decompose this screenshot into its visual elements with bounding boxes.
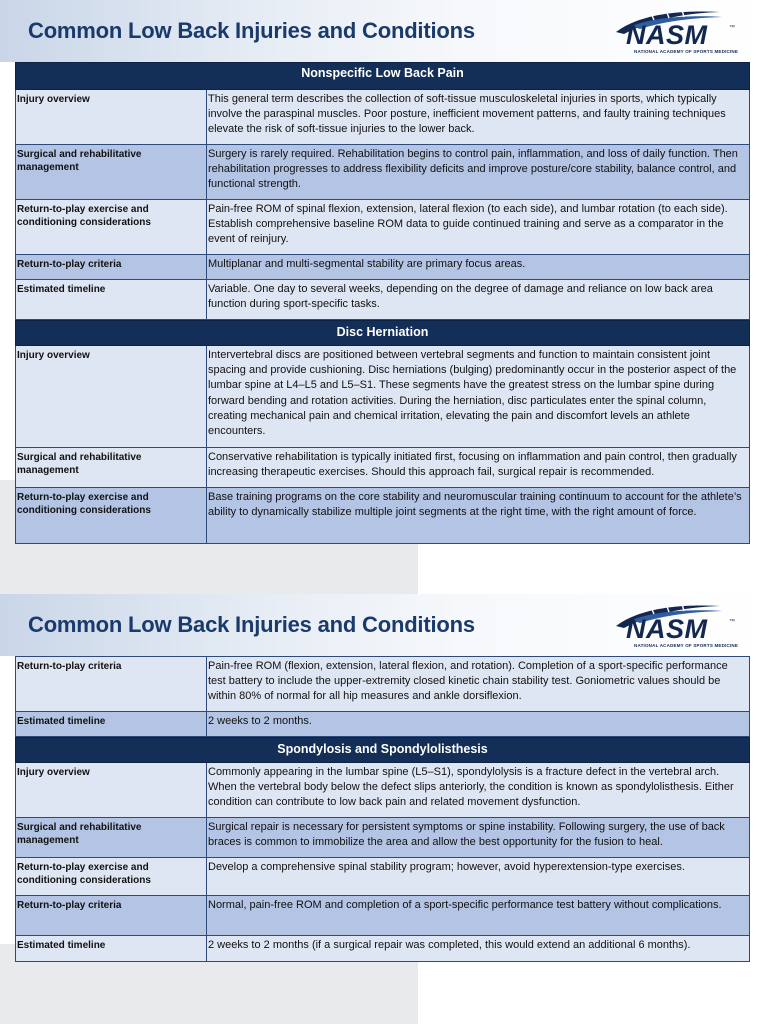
row-label: Return-to-play exercise and conditioning considerations xyxy=(16,858,207,895)
row-value: Develop a comprehensive spinal stability program; however, avoid hyperextension-type exercises. xyxy=(208,861,685,873)
nasm-logo xyxy=(610,602,739,652)
table-row xyxy=(15,255,750,280)
row-value: Conservative rehabilitation is typically initiated first, focusing on inflammation and pain control, then gradually increasing therapeutic exercises. Should this approach fail, surgical repair is recommended. xyxy=(208,451,737,479)
table-row xyxy=(15,90,750,145)
nasm-logo xyxy=(610,8,739,58)
row-label: Estimated timeline xyxy=(16,712,207,736)
row-label: Return-to-play criteria xyxy=(16,657,207,711)
row-value: Surgical repair is necessary for persistent symptoms or spine instability. Following surgery, the use of back braces is common to immobilize the area and allow the best opportunity for the fusion to heal. xyxy=(208,821,725,849)
table-row xyxy=(15,896,750,936)
row-value: This general term describes the collection of soft-tissue musculoskeletal injuries in sports, which typically involve the paraspinal muscles. Poor posture, inefficient movement patterns, and faulty training techniques elevate the risk of soft-tissue injuries to the lower back. xyxy=(208,93,726,136)
logo-subtitle: NATIONAL ACADEMY OF SPORTS MEDICINE xyxy=(634,643,739,648)
document-page-2 xyxy=(0,594,768,1024)
table-row xyxy=(15,763,750,818)
logo-wordmark: NASM xyxy=(626,614,708,644)
row-label: Surgical and rehabilitative management xyxy=(16,145,207,199)
table-row xyxy=(15,818,750,858)
row-label: Injury overview xyxy=(16,346,207,447)
row-value: Surgery is rarely required. Rehabilitation begins to control pain, inflammation, and loss of daily function. Then rehabilitation progresses to address flexibility deficits and improve posture/core stability, balance control, and functional strength. xyxy=(208,148,738,191)
row-value: Normal, pain-free ROM and completion of a sport-specific performance test battery without complications. xyxy=(208,899,722,911)
row-value: 2 weeks to 2 months. xyxy=(208,715,312,727)
injury-table xyxy=(15,62,750,544)
row-label: Return-to-play criteria xyxy=(16,896,207,935)
table-row xyxy=(15,858,750,896)
row-label: Return-to-play exercise and conditioning considerations xyxy=(16,488,207,543)
logo-trademark: ™ xyxy=(729,25,735,31)
injury-table-continued xyxy=(15,656,750,962)
section-header-disc-herniation: Disc Herniation xyxy=(15,320,750,346)
logo-trademark: ™ xyxy=(729,619,735,625)
section-header-nonspecific: Nonspecific Low Back Pain xyxy=(15,62,750,90)
table-row xyxy=(15,280,750,320)
row-value: Variable. One day to several weeks, depending on the degree of damage and reliance on low back area function during sport-specific tasks. xyxy=(208,283,713,311)
row-label: Return-to-play exercise and conditioning considerations xyxy=(16,200,207,254)
row-label: Injury overview xyxy=(16,763,207,817)
logo-wordmark: NASM xyxy=(626,20,708,50)
row-label: Estimated timeline xyxy=(16,936,207,961)
table-row xyxy=(15,346,750,448)
page-header xyxy=(0,0,768,62)
row-value: 2 weeks to 2 months (if a surgical repair was completed, this would extend an additional 6 months). xyxy=(208,939,691,951)
table-row xyxy=(15,657,750,712)
row-value: Pain-free ROM of spinal flexion, extension, lateral flexion (to each side), and lumbar rotation (to each side). Establish comprehensive baseline ROM data to guide continued training and serve as a comparator in the event of reinjury. xyxy=(208,203,728,246)
row-label: Return-to-play criteria xyxy=(16,255,207,279)
row-value: Commonly appearing in the lumbar spine (L5–S1), spondylolysis is a fracture defect in the vertebral arch. When the vertebral body below the defect slips anteriorly, the condition is known as spondylolisthesis. Either condition can contribute to low back pain and related movement dysfunction. xyxy=(208,766,734,809)
page-title: Common Low Back Injuries and Conditions xyxy=(28,18,475,43)
page-header xyxy=(0,594,768,656)
section-header-spondylosis: Spondylosis and Spondylolisthesis xyxy=(15,737,750,763)
logo-subtitle: NATIONAL ACADEMY OF SPORTS MEDICINE xyxy=(634,49,739,54)
row-value: Pain-free ROM (flexion, extension, lateral flexion, and rotation). Completion of a sport-specific performance test battery to include the upper-extremity closed kinetic chain stability test. Goniometric values should be within 80% of normal for all hip measures and ankle dorsiflexion. xyxy=(208,660,728,703)
row-label: Surgical and rehabilitative management xyxy=(16,818,207,857)
row-value: Intervertebral discs are positioned between vertebral segments and function to maintain consistent joint spacing and provide cushioning. Disc herniations (bulging) predominantly occur in the posterior aspect of the lumbar spine at L4–L5 and L5–S1. These segments have the greatest stress on the lumbar spine during forward bending and rotation activities. During the herniation, disc particulates enter the spinal column, creating mechanical pain and chemical irritation, elevating the pain and discomfort levels an athlete encounters. xyxy=(208,349,737,438)
table-row xyxy=(15,200,750,255)
table-row xyxy=(15,488,750,544)
row-value: Multiplanar and multi-segmental stability are primary focus areas. xyxy=(208,258,526,270)
table-row xyxy=(15,712,750,737)
page-title: Common Low Back Injuries and Conditions xyxy=(28,612,475,637)
table-row xyxy=(15,448,750,488)
row-label: Estimated timeline xyxy=(16,280,207,319)
row-value: Base training programs on the core stability and neuromuscular training continuum to account for the athlete’s ability to dynamically stabilize multiple joint segments at the right time, with the right amount of force. xyxy=(208,491,742,519)
table-row xyxy=(15,936,750,962)
row-label: Injury overview xyxy=(16,90,207,144)
row-label: Surgical and rehabilitative management xyxy=(16,448,207,487)
table-row xyxy=(15,145,750,200)
